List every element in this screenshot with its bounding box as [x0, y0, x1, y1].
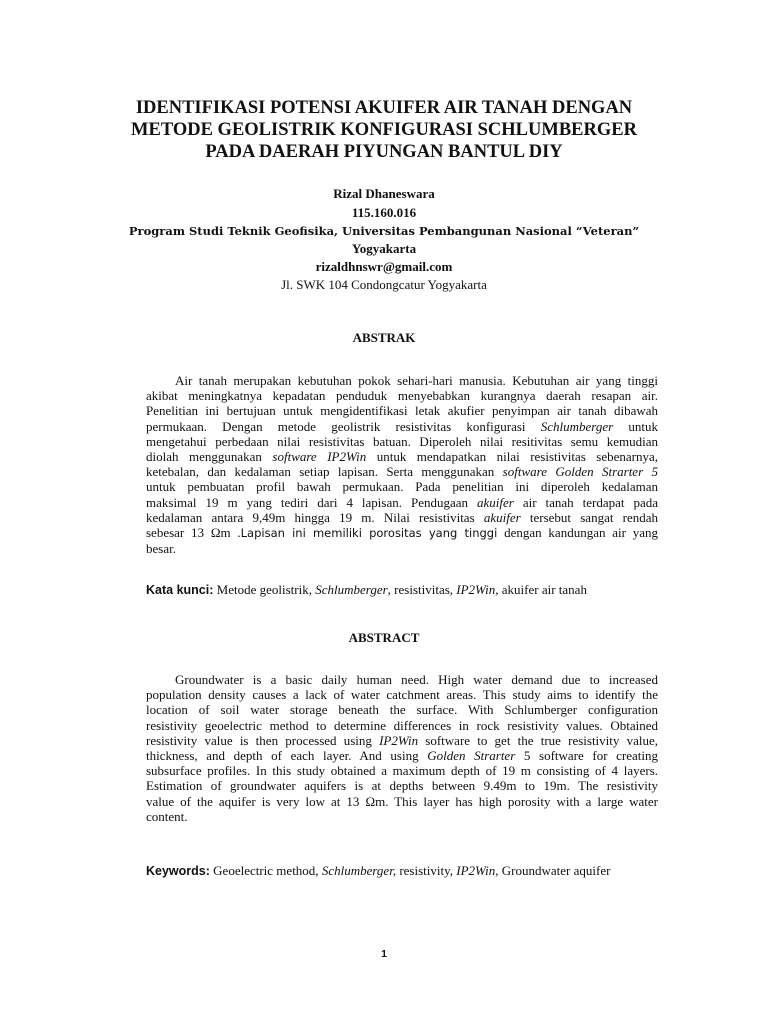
author-id: 115.160.016 [351, 205, 417, 220]
text-line: Air tanah merupakan kebutuhan pokok sehari-hari manusia. Kebutuhan air yang tinggi [175, 373, 658, 388]
text-line [146, 510, 658, 525]
italic-term: Schlumberger [540, 418, 614, 434]
kata-kunci-label: Kata kunci: [146, 583, 214, 597]
text-segment: software to get the true resistivity value, [425, 732, 658, 748]
text-line [146, 449, 658, 464]
text-segment: untuk mendapatkan nilai resistivitas sebenarnya, [376, 449, 659, 465]
text-segment: Geoelectric method, [213, 863, 319, 878]
italic-term: software IP2Win [272, 449, 367, 465]
paper-title [120, 97, 648, 163]
text-segment: , Groundwater aquifer [495, 863, 611, 878]
text-line [146, 525, 658, 541]
text-segment: akuifer air tanah [501, 582, 587, 597]
kata-kunci [146, 582, 658, 598]
keywords-label: Keywords: [146, 864, 210, 878]
italic-term: Golden Strarter [427, 748, 516, 764]
text-segment: tersebut sangat rendah [529, 509, 659, 525]
text-segment: kedalaman antara 9,49m hingga 19 m. Nilai resistivitas [146, 509, 475, 525]
text-line: content. [146, 808, 188, 824]
text-segment: air tanah terdapat pada [522, 494, 659, 510]
text-line [146, 419, 658, 434]
italic-term: software Golden Strarter 5 [502, 464, 658, 480]
text-segment: , resistivitas, [387, 582, 454, 597]
text-line: population density causes a lack of water catchment areas. This study aims to identify the [146, 687, 658, 703]
author-email: rizaldhnswr@gmail.com [315, 259, 453, 274]
text-line: mengetahui perbedaan nilai resistivitas batuan. Diperoleh nilai resitivitas semu kemudian [146, 433, 658, 449]
italic-term: Schlumberger, [321, 863, 397, 878]
text-line: Penelitian ini bertujuan untuk mengidentifikasi letak akufier penyimpan air tanah dibawah [146, 403, 658, 419]
title-line: PADA DAERAH PIYUNGAN BANTUL DIY [205, 142, 563, 162]
page-number: 1 [381, 948, 387, 960]
text-segment: Metode geolistrik, [216, 582, 312, 597]
text-line [146, 495, 658, 510]
abstract-body [146, 672, 658, 824]
author-name: Rizal Dhaneswara [333, 186, 435, 201]
text-line: subsurface profiles. In this study obtained a maximum depth of 19 m consisting of 4 layers. [146, 763, 658, 779]
text-segment: dengan kandungan air yang [504, 525, 659, 541]
text-segment: maksimal 19 m yang tediri dari 4 lapisan. Pendugaan [146, 494, 469, 510]
text-line: value of the aquifer is very low at 13 Ωm. This layer has high porosity with a large water [146, 793, 658, 809]
keywords [146, 863, 658, 879]
text-segment: diolah menggunakan [146, 449, 262, 465]
text-line: resistivity geoelectric method to determine differences in rock resistivity values. Obtained [146, 717, 658, 733]
text-line: untuk pembuatan profil bawah permukaan. Pada penelitian ini diperoleh kedalaman [146, 479, 658, 495]
text-segment: ketebalan, dan kedalaman setiap lapisan. Serta menggunakan [146, 464, 495, 480]
italic-term: IP2Win, [456, 582, 499, 597]
italic-term: Schlumberger [315, 582, 388, 597]
text-segment: Lapisan ini memiliki porositas yang tinggi [240, 526, 498, 541]
abstract-heading: ABSTRACT [348, 630, 420, 645]
author-address: Jl. SWK 104 Condongcatur Yogyakarta [281, 277, 487, 292]
italic-term: akuifer [477, 494, 514, 510]
text-line: location of soil water storage beneath the surface. With Schlumberger configuration [146, 702, 658, 718]
text-segment: untuk [628, 418, 658, 434]
title-line: IDENTIFIKASI POTENSI AKUIFER AIR TANAH DENGAN [135, 98, 633, 118]
text-line [146, 748, 658, 763]
text-line: akibat meningkatnya kepadatan penduduk menyebabkan kurangnya daerah resapan air. [146, 388, 658, 404]
abstrak-body [146, 373, 658, 556]
title-line: METODE GEOLISTRIK KONFIGURASI SCHLUMBERGER [131, 120, 637, 140]
author-affiliation-city: Yogyakarta [351, 241, 417, 256]
text-line [146, 733, 658, 748]
text-segment: resistivity, [399, 863, 454, 878]
text-line [146, 464, 658, 479]
text-segment: thickness, and depth of each layer. And using [146, 748, 419, 764]
abstrak-heading: ABSTRAK [352, 330, 416, 345]
italic-term: akuifer [483, 509, 521, 525]
text-segment: sebesar 13 Ωm . [146, 525, 241, 541]
text-line: Estimation of groundwater aquifers is at depths between 9.49m to 19m. The resistivity [146, 778, 658, 794]
text-line: Groundwater is a basic daily human need. High water demand due to increased [175, 672, 658, 687]
text-segment: 5 software for creating [523, 748, 659, 764]
italic-term: IP2Win [456, 863, 496, 878]
author-affiliation: Program Studi Teknik Geofisika, Universitas Pembangunan Nasional “Veteran” [128, 224, 640, 238]
text-segment: resistivity value is then processed using [146, 732, 372, 748]
text-line: besar. [146, 541, 176, 557]
italic-term: IP2Win [379, 732, 419, 748]
text-segment: permukaan. Dengan metode geolistrik resistivitas konfigurasi [146, 418, 526, 434]
